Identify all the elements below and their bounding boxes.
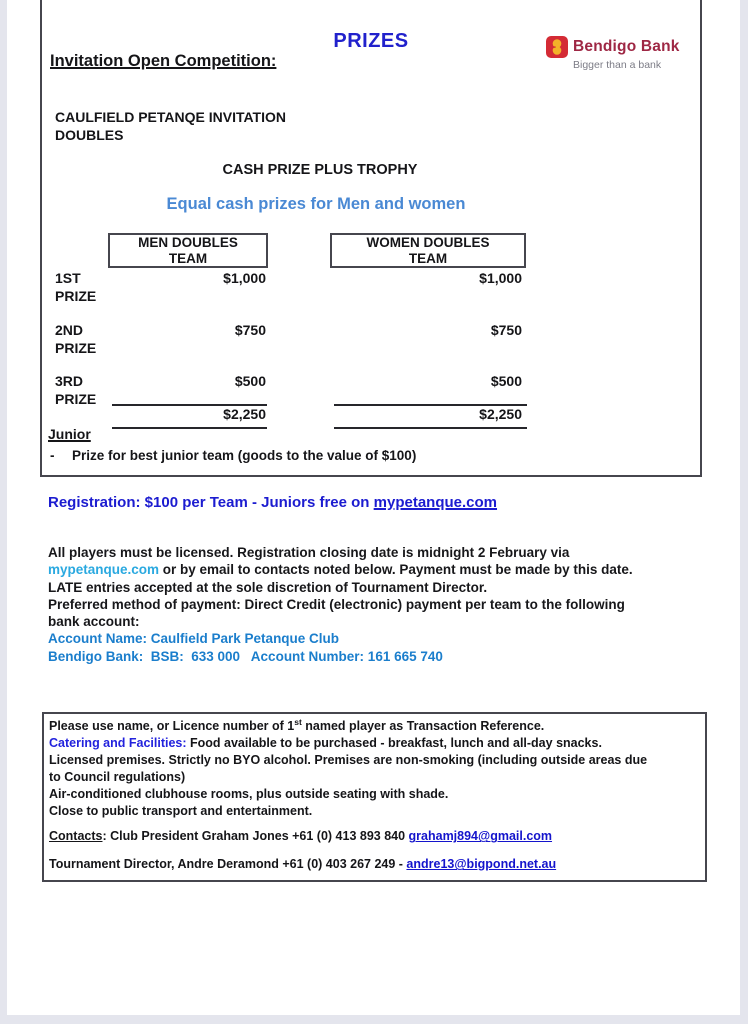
payment-line1: All players must be licensed. Registration closing date is midnight 2 February via	[48, 545, 570, 560]
contacts-line: Contacts: Club President Graham Jones +61 (0) 413 893 840 grahamj894@gmail.com	[49, 829, 553, 844]
table-row-place: 1ST PRIZE	[55, 270, 97, 304]
event-title	[55, 109, 286, 144]
transport-line: Close to public transport and entertainment.	[49, 803, 313, 818]
catering-label: Catering and Facilities:	[49, 735, 187, 750]
bank-tagline: Bigger than a bank	[573, 59, 662, 71]
column-header-women-line2: TEAM	[408, 250, 448, 266]
bank-name: Bendigo Bank	[573, 38, 680, 55]
table-row-place: 3RD PRIZE	[55, 373, 97, 407]
mypetanque-link[interactable]: mypetanque.com	[373, 494, 498, 511]
column-header-men-line2: TEAM	[168, 250, 208, 266]
scan-edge-left	[0, 0, 7, 1024]
superscript-st: st	[294, 716, 302, 727]
scan-edge-right	[740, 0, 748, 1024]
bendigo-logo-icon	[546, 36, 568, 58]
info-contacts-box	[42, 712, 707, 882]
total-women: $2,250	[479, 406, 522, 422]
equal-prizes-heading: Equal cash prizes for Men and women	[166, 195, 466, 213]
president-email-link[interactable]: grahamj894@gmail.com	[408, 829, 553, 844]
column-header-men	[108, 233, 268, 268]
payment-line4: Preferred method of payment: Direct Credit (electronic) payment per team to the following	[48, 596, 625, 612]
bendigo-bank-logo	[546, 36, 716, 71]
transaction-reference-line: Please use name, or Licence number of 1st named player as Transaction Reference.	[49, 716, 545, 733]
licensed-premises-line: Licensed premises. Strictly no BYO alcohol. Premises are non-smoking (including outside areas due	[49, 752, 648, 767]
registration-heading	[48, 494, 497, 511]
payment-line3: LATE entries accepted at the sole discretion of Tournament Director.	[48, 579, 488, 595]
prize-amount-men-2nd: $750	[234, 322, 266, 338]
director-email-link[interactable]: andre13@bigpond.net.au	[406, 857, 557, 872]
total-men: $2,250	[223, 406, 266, 422]
payment-line2: mypetanque.com or by email to contacts noted below. Payment must be made by this date.	[48, 562, 633, 578]
column-header-women	[330, 233, 526, 268]
council-regulations-line: to Council regulations)	[49, 769, 186, 784]
junior-note: Prize for best junior team (goods to the value of $100)	[72, 448, 417, 463]
page-title: PRIZES	[333, 30, 409, 52]
prize-amount-women-3rd: $500	[490, 373, 522, 389]
account-name-line: Account Name: Caulfield Park Petanque Club	[48, 631, 340, 647]
prize-amount-women-2nd: $750	[490, 322, 522, 338]
catering-line: Catering and Facilities: Food available to be purchased - breakfast, lunch and all-day snacks.	[49, 735, 602, 750]
total-rule	[334, 427, 527, 429]
bank-details-line: Bendigo Bank: BSB: 633 000 Account Number: 161 665 740	[48, 648, 443, 664]
tournament-director-line: Tournament Director, Andre Deramond +61 (0) 403 267 249 - andre13@bigpond.net.au	[49, 857, 557, 872]
cash-prize-heading: CASH PRIZE PLUS TROPHY	[222, 162, 418, 178]
table-row-place: 2ND PRIZE	[55, 322, 97, 356]
payment-line5: bank account:	[48, 614, 140, 630]
event-title-line1: CAULFIELD PETANQE INVITATION	[55, 109, 286, 125]
column-header-men-line1: MEN DOUBLES	[138, 234, 238, 250]
registration-text: Registration: $100 per Team - Juniors free on	[48, 494, 374, 511]
payment-paragraph	[48, 544, 633, 665]
contacts-label: Contacts	[49, 829, 103, 844]
prize-amount-men-3rd: $500	[234, 373, 266, 389]
prize-amount-women-1st: $1,000	[479, 270, 522, 286]
junior-heading: Junior	[48, 426, 91, 442]
scan-edge-bottom	[0, 1015, 748, 1024]
junior-bullet-dash: -	[50, 448, 55, 463]
clubhouse-line: Air-conditioned clubhouse rooms, plus outside seating with shade.	[49, 786, 449, 801]
mypetanque-link[interactable]: mypetanque.com	[48, 562, 160, 578]
competition-subtitle: Invitation Open Competition:	[50, 52, 277, 70]
column-header-women-line1: WOMEN DOUBLES	[366, 234, 490, 250]
event-title-line2: DOUBLES	[55, 126, 124, 143]
prize-amount-men-1st: $1,000	[223, 270, 266, 286]
total-rule	[112, 427, 267, 429]
